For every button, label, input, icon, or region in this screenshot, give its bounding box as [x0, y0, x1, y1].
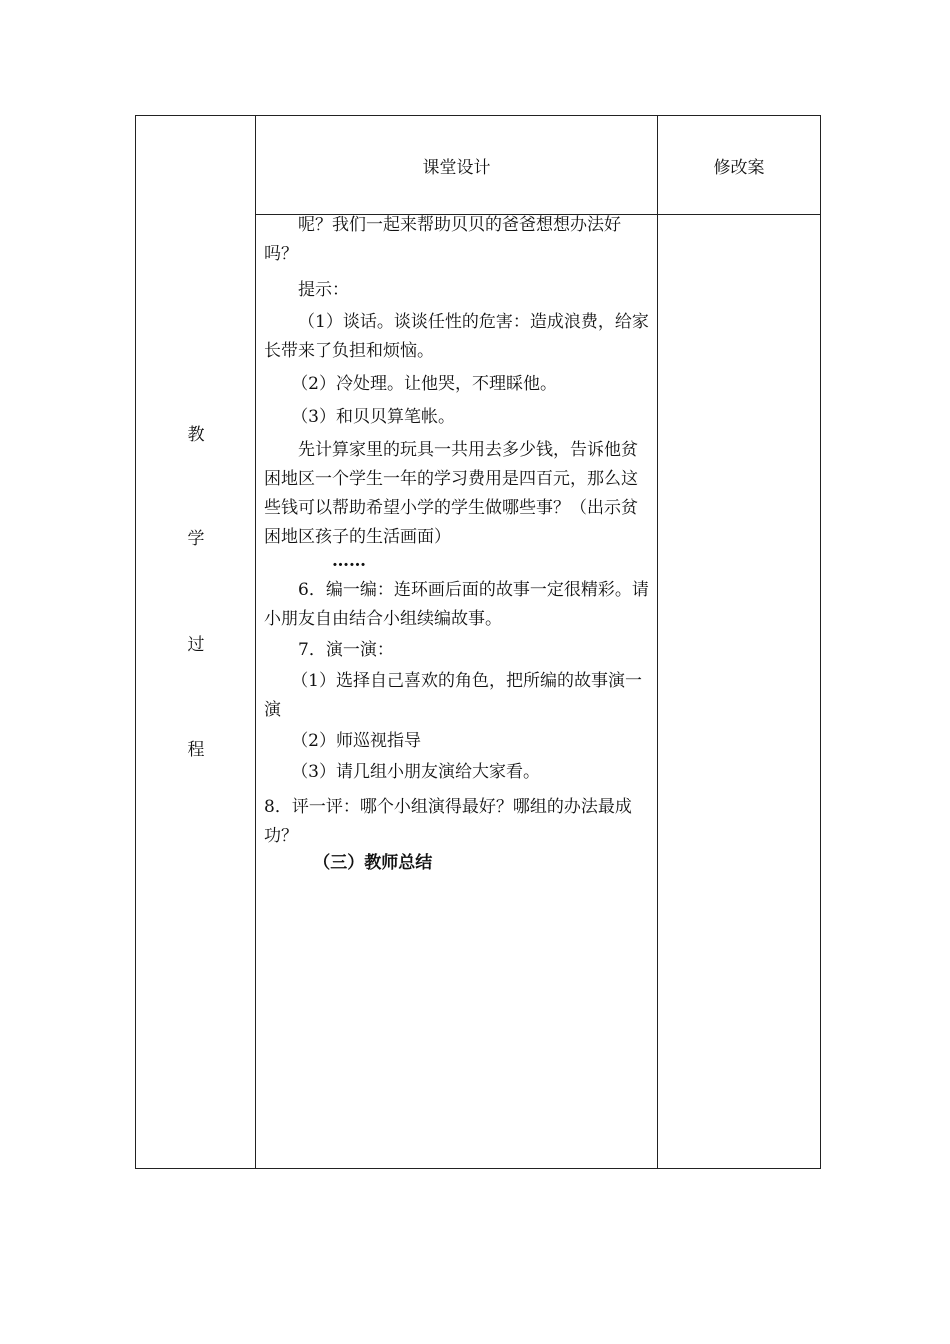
design-column-header: 课堂设计 [422, 157, 491, 178]
paragraph: （1）选择自己喜欢的角色，把所编的故事演一演 [264, 671, 643, 720]
paragraph: （3）请几组小朋友演给大家看。 [291, 762, 541, 782]
side-label-char: 程 [187, 740, 205, 760]
side-label-char: 学 [187, 529, 205, 549]
paragraph: （2）师巡视指导 [291, 731, 422, 751]
paragraph: （3）和贝贝算笔帐。 [291, 407, 456, 427]
side-label-char: 教 [187, 425, 205, 445]
revision-column-header: 修改案 [713, 157, 765, 178]
paragraph: （2）冷处理。让他哭，不理睬他。 [291, 374, 558, 394]
paragraph: 先计算家里的玩具一共用去多少钱，告诉他贫困地区一个学生一年的学习费用是四百元，那么这些钱可以帮助希望小学的学生做哪些事？（出示贫困地区孩子的生活画面） [264, 440, 638, 547]
paragraph: （1）谈话。谈谈任性的危害：造成浪费，给家长带来了负担和烦恼。 [264, 312, 649, 361]
paragraph: 6．编一编：连环画后面的故事一定很精彩。请小朋友自由结合小组续编故事。 [264, 580, 649, 629]
paragraph: 提示： [298, 280, 349, 300]
section-heading: （三）教师总结 [313, 853, 433, 873]
paragraph: 呢？我们一起来帮助贝贝的爸爸想想办法好吗？ [264, 215, 621, 264]
paragraph: 8．评一评：哪个小组演得最好？哪组的办法最成功？ [264, 797, 632, 846]
column-divider-right [657, 116, 658, 1168]
side-label-char: 过 [187, 635, 205, 655]
lesson-plan-table [135, 115, 821, 1169]
paragraph: 7．演一演： [298, 640, 394, 660]
ellipsis: …… [332, 551, 366, 571]
design-content [264, 211, 650, 878]
